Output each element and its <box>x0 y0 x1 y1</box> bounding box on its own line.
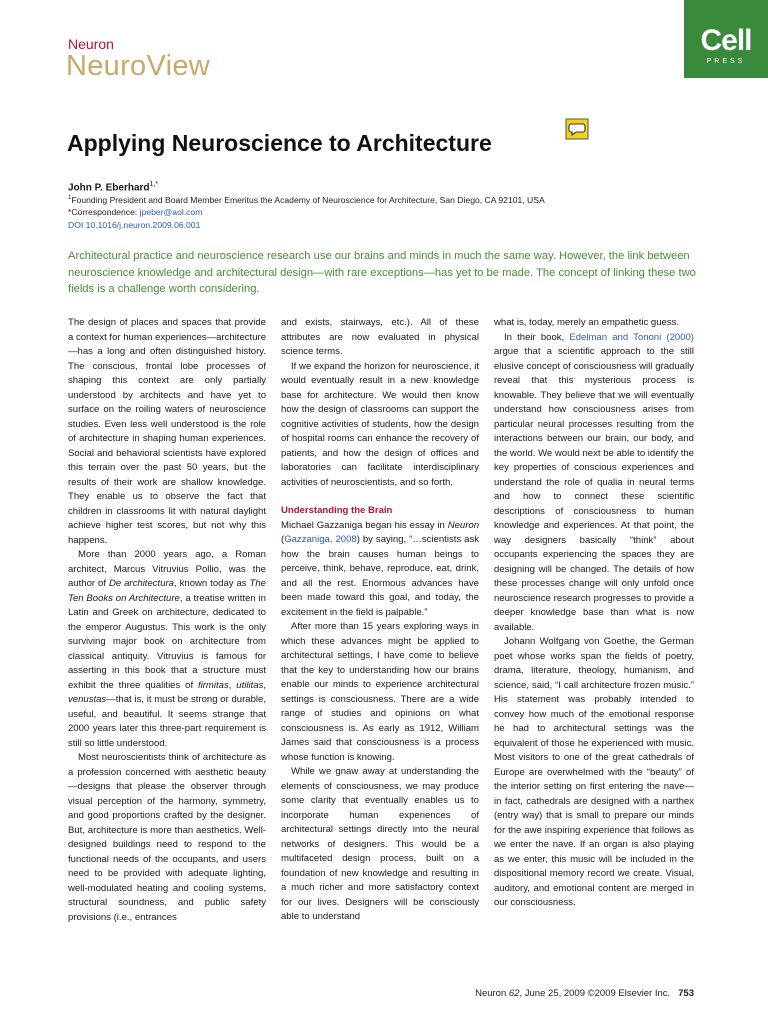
paragraph: If we expand the horizon for neuroscience, it would eventually result in a new knowledge base for architecture. We would then know how the design of classrooms can support the cognitive activities of students, how the design of hospital rooms can enhance the recovery of patients, and how the design of offices and laboratories can facilitate interdisciplinary activities of neuroscientists, and so forth. <box>281 360 479 488</box>
text-run: , known today as <box>174 578 250 589</box>
doi-link[interactable]: DOI 10.1016/j.neuron.2009.06.001 <box>68 220 201 230</box>
reference-link-gazzaniga[interactable]: Gazzaniga, 2008 <box>284 534 357 545</box>
text-run: , a treatise written in Latin and Greek on architecture, dedicated to the emperor Augustus. This work is the only surviving major book on architecture from classical antiquity. Vitruvius is famous for asserting in this book that a structure must exhibit the three qualities of <box>68 592 266 691</box>
text-run: More than 2000 years ago, a Roman architect, Marcus Vitruvius Pollio, was the author of <box>68 549 266 589</box>
text-run: —that is, it must be strong or durable, useful, and beautiful. It seems strange that 2000 years later this three-part requirement is still so little understood. <box>68 694 266 749</box>
affiliation-superscript: 1 <box>68 195 72 202</box>
italic-journal: Neuron <box>447 519 479 531</box>
paragraph: Most neuroscientists think of architecture as a profession concerned with aesthetic beauty—designs that please the observer through visual perception of the harmony, symmetry, and good proportions crafted by the designer. But, architecture is more than aesthetics. Well-designed buildings need to respond to the functional needs of the occupants, and users need to be provided with adequate lighting, well-modulated heating and cooling systems, structural soundness, and public safety provisions (i.e., entrances <box>68 752 266 923</box>
author-name: John P. Eberhard <box>68 182 150 194</box>
journal-name: Neuron <box>68 36 114 52</box>
italic-term: venustas <box>68 694 107 705</box>
italic-title: De architectura <box>108 578 174 589</box>
author-superscript: 1,* <box>149 181 159 188</box>
paragraph <box>68 548 266 751</box>
correspondence <box>68 207 202 217</box>
text-column-3 <box>494 316 694 911</box>
paragraph <box>494 331 694 636</box>
paragraph: and exists, stairways, etc.). All of these attributes are now evaluated in physical science terms. <box>281 317 479 357</box>
page-number: 753 <box>678 988 694 999</box>
section-heading: Understanding the Brain <box>281 505 393 516</box>
paragraph: After more than 15 years exploring ways in which these advances might be applied to architectural settings, I have come to believe that the key to understanding how our brains enable our minds to experience architectural settings is consciousness. There are a wide range of studies and opinions on what consciousness is. As early as 1912, William James said that consciousness is a process whose function is knowing. <box>281 621 479 763</box>
text-column-1 <box>68 316 266 925</box>
section-name: NeuroView <box>66 50 211 82</box>
text-run: In their book, <box>504 331 570 343</box>
logo-main-text: Cell <box>700 24 752 57</box>
correspondence-label: *Correspondence: <box>68 207 140 217</box>
citation-text: , June 25, 2009 ©2009 Elsevier Inc. <box>519 988 671 999</box>
text-run: , <box>228 679 237 691</box>
reference-link-edelman-tononi[interactable]: Edelman and Tononi (2000) <box>569 331 694 343</box>
text-run: ( <box>281 534 285 545</box>
text-run: argue that a scientific approach to the still elusive concept of consciousness will gradually reveal that this mysterious process is knowable. They believe that we will eventually understand how consciousness arises from particular neural processes resulting from the interactions between our brain, our body, and the world. We would next be able to identify the key properties of conscious experiences and understand the role of qualia in neural terms and how to connect these scientific descriptions of consciousness to human knowledge and experiences. At that point, the way designers basically “think” about occupants experiencing the spaces they are designing will be changed. The details of how these processes change will only unfold once neuroscience research progresses to provide a deeper knowledge base than what is now available. <box>494 346 694 633</box>
article-title: Applying Neuroscience to Architecture <box>67 130 492 156</box>
author-line <box>68 181 158 193</box>
text-column-2 <box>281 316 479 925</box>
paragraph: Johann Wolfgang von Goethe, the German poet whose works span the fields of poetry, drama, literature, theology, humanism, and science, said, “I call architecture frozen music.” His statement was probably intended to convey how much of the emotional response he had to architectural settings was the equivalent of those he experienced with music. Most visitors to one of the great cathedrals of Europe are overwhelmed with the “beauty” of the interior setting on first entering the nave—in fact, cathedrals are designed with a narthex (entry way) that is small to prepare our minds for the awe inspiring experience that follows as we enter the nave. If an organ is also playing as we enter, this music will be included in the dispositional memory record we create. Visual, auditory, and emotional content are merged in our consciousness. <box>494 636 694 908</box>
citation-volume: 62 <box>508 988 520 999</box>
abstract: Architectural practice and neuroscience research use our brains and minds in much the same way. However, the link between neuroscience knowledge and architectural design—with rare exceptions—has yet to be made. The concept of linking these two fields is a challenge worth considering. <box>68 250 696 295</box>
italic-term: firmitas <box>197 679 229 691</box>
paragraph <box>281 519 479 621</box>
correspondence-email-link[interactable]: jpeber@aol.com <box>139 207 203 217</box>
logo-sub-text: PRESS <box>706 58 746 65</box>
comment-icon[interactable] <box>565 118 589 140</box>
text-run: Michael Gazzaniga began his essay in <box>281 519 448 531</box>
text-run: , <box>263 679 266 691</box>
text-run: ) by saying, “…scientists ask how the brain causes human beings to perceive, think, behave, reproduce, eat, drink, and all the rest. Enormous advances have been made toward this goal, and today, the excitement in the field is palpable.” <box>281 534 479 618</box>
cell-press-logo[interactable] <box>684 0 768 78</box>
affiliation <box>68 195 545 205</box>
citation-text: Neuron <box>475 988 509 999</box>
affiliation-text: Founding President and Board Member Emeritus the Academy of Neuroscience for Architecture, San Diego, CA 92101, USA <box>71 195 545 205</box>
italic-term: utilitas <box>236 679 264 691</box>
italic-title: The Ten Books on Architecture <box>68 578 266 604</box>
page-footer <box>475 988 694 999</box>
paragraph: what is, today, merely an empathetic guess. <box>494 317 680 328</box>
paragraph: The design of places and spaces that provide a context for human experiences—architecture—has a long and often distinguished history. The conscious, frontal lobe processes of shaping this context are only partially understood by architects and have yet to surface on the roiling waters of neuroscience studies. Even less well understood is the role of architecture in shaping human experiences. Social and behavioral scientists have explored this terrain over the past 50 years, but the results of their work are shallow knowledge. They enable us to observe the fact that children in classrooms lit with natural daylight achieve higher test scores, but not why this happens. <box>68 317 266 546</box>
paragraph: While we gnaw away at understanding the elements of consciousness, we may produce some clarity that eventually enables us to incorporate human experiences of architectural settings directly into the neural networks of designers. This would be a multifaceted design process, built on a foundation of new knowledge and resulting in a much richer and more satisfactory context for our lives. Designers will be consciously able to understand <box>281 766 479 922</box>
